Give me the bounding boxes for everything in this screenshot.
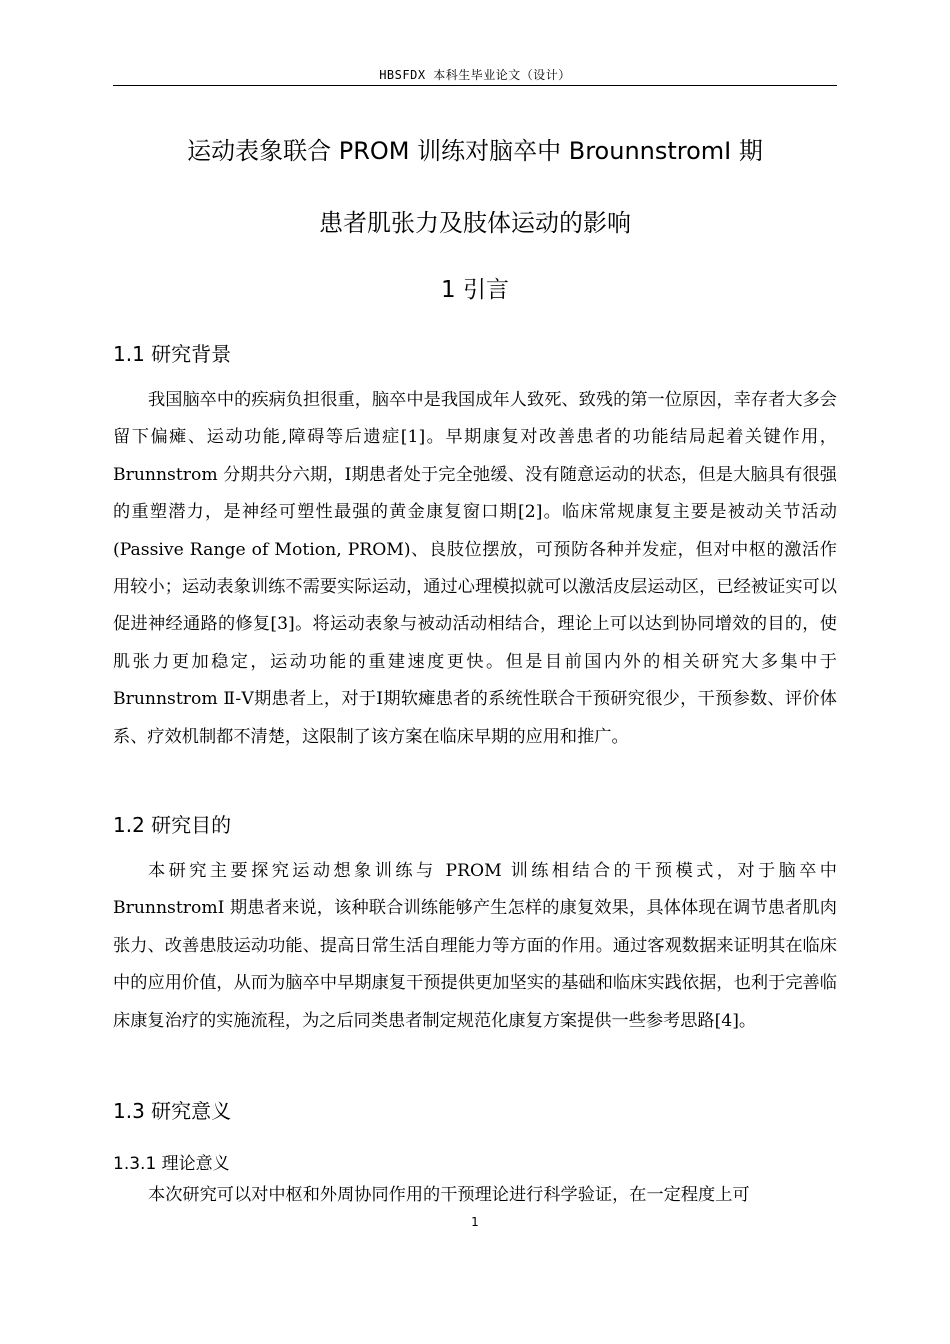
title-line-2: 患者肌张力及肢体运动的影响 [319, 209, 631, 237]
section-1-1-heading: 1.1 研究背景 [113, 342, 232, 366]
page-number: 1 [471, 1215, 479, 1229]
section-1-3-heading: 1.3 研究意义 [113, 1099, 232, 1123]
section-1-2-heading: 1.2 研究目的 [113, 813, 232, 837]
section-1-1-paragraph: 我国脑卒中的疾病负担很重，脑卒中是我国成年人致死、致残的第一位原因，幸存者大多会留下偏瘫、运动功能,障碍等后遗症[1]。早期康复对改善患者的功能结局起着关键作用，Brunnstrom 分期共分六期，Ⅰ期患者处于完全弛缓、没有随意运动的状态，但是大脑具有很强的重塑潜力，是神经可塑性最强的黄金康复窗口期[2]。临床常规康复主要是被动关节活动(Passive Range of Motion, PROM)、良肢位摆放，可预防各种并发症，但对中枢的激活作用较小；运动表象训练不需要实际运动，通过心理模拟就可以激活皮层运动区，已经被证实可以促进神经通路的修复[3]。将运动表象与被动活动相结合，理论上可以达到协同增效的目的，使肌张力更加稳定，运动功能的重建速度更快。但是目前国内外的相关研究大多集中于 Brunnstrom Ⅱ-Ⅴ期患者上，对于Ⅰ期软瘫患者的系统性联合干预研究很少，干预参数、评价体系、疗效机制都不清楚，这限制了该方案在临床早期的应用和推广。 [113, 390, 837, 747]
section-1-3-1-paragraph: 本次研究可以对中枢和外周协同作用的干预理论进行科学验证，在一定程度上可 [148, 1185, 750, 1205]
chapter-heading: 1 引言 [441, 277, 509, 303]
title-line-1: 运动表象联合 PROM 训练对脑卒中 BrounnstromI 期 [187, 137, 763, 165]
header-divider [113, 85, 837, 86]
section-1-3-1-heading: 1.3.1 理论意义 [113, 1154, 230, 1174]
section-1-2-paragraph: 本研究主要探究运动想象训练与 PROM 训练相结合的干预模式，对于脑卒中 BrunnstromI 期患者来说，该种联合训练能够产生怎样的康复效果，具体体现在调节患者肌肉张力、改善患肢运动功能、提高日常生活自理能力等方面的作用。通过客观数据来证明其在临床中的应用价值，从而为脑卒中早期康复干预提供更加坚实的基础和临床实践依据，也利于完善临床康复治疗的实施流程，为之后同类患者制定规范化康复方案提供一些参考思路[4]。 [113, 861, 837, 1031]
running-header: HBSFDX 本科生毕业论文（设计） [379, 68, 571, 82]
